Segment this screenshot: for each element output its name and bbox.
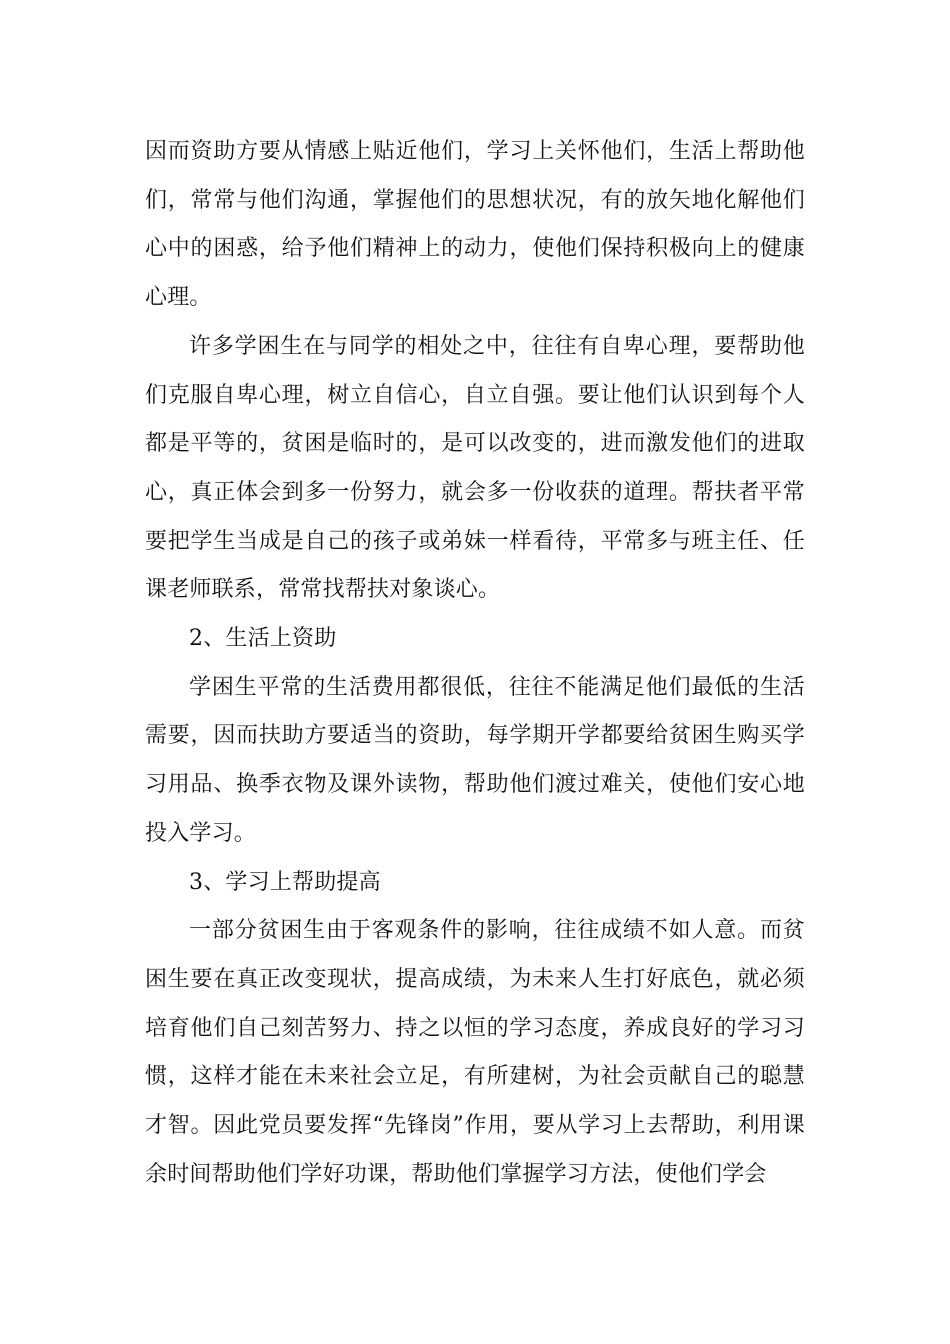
body-text — [145, 128, 805, 1199]
paragraph-continuation: 因而资助方要从情感上贴近他们，学习上关怀他们，生活上帮助他们，常常与他们沟通，掌握他们的思想状况，有的放矢地化解他们心中的困惑，给予他们精神上的动力，使他们保持积极向上的健康心理。 — [145, 139, 805, 311]
paragraph-study-help: 一部分贫困生由于客观条件的影响，往往成绩不如人意。而贫困生要在真正改变现状，提高成绩，为未来人生打好底色，就必须培育他们自己刻苦努力、持之以恒的学习态度，养成良好的学习习惯，这样才能在未来社会立足，有所建树，为社会贡献自己的聪慧才智。因此党员要发挥“先锋岗”作用，要从学习上去帮助，利用课余时间帮助他们学好功课，帮助他们掌握学习方法，使他们学会 — [145, 918, 805, 1187]
paragraph-living-support: 学困生平常的生活费用都很低，往往不能满足他们最低的生活需要，因而扶助方要适当的资助，每学期开学都要给贫困生购买学习用品、换季衣物及课外读物，帮助他们渡过难关，使他们安心地投入学习。 — [145, 674, 805, 846]
section-heading-study-help: 3、学习上帮助提高 — [189, 869, 381, 895]
paragraph-self-esteem: 许多学困生在与同学的相处之中，往往有自卑心理，要帮助他们克服自卑心理，树立自信心，自立自强。要让他们认识到每个人都是平等的，贫困是临时的，是可以改变的，进而激发他们的进取心，真正体会到多一份努力，就会多一份收获的道理。帮扶者平常要把学生当成是自己的孩子或弟妹一样看待，平常多与班主任、任课老师联系，常常找帮扶对象谈心。 — [145, 333, 805, 603]
section-heading-living-support: 2、生活上资助 — [189, 626, 337, 652]
